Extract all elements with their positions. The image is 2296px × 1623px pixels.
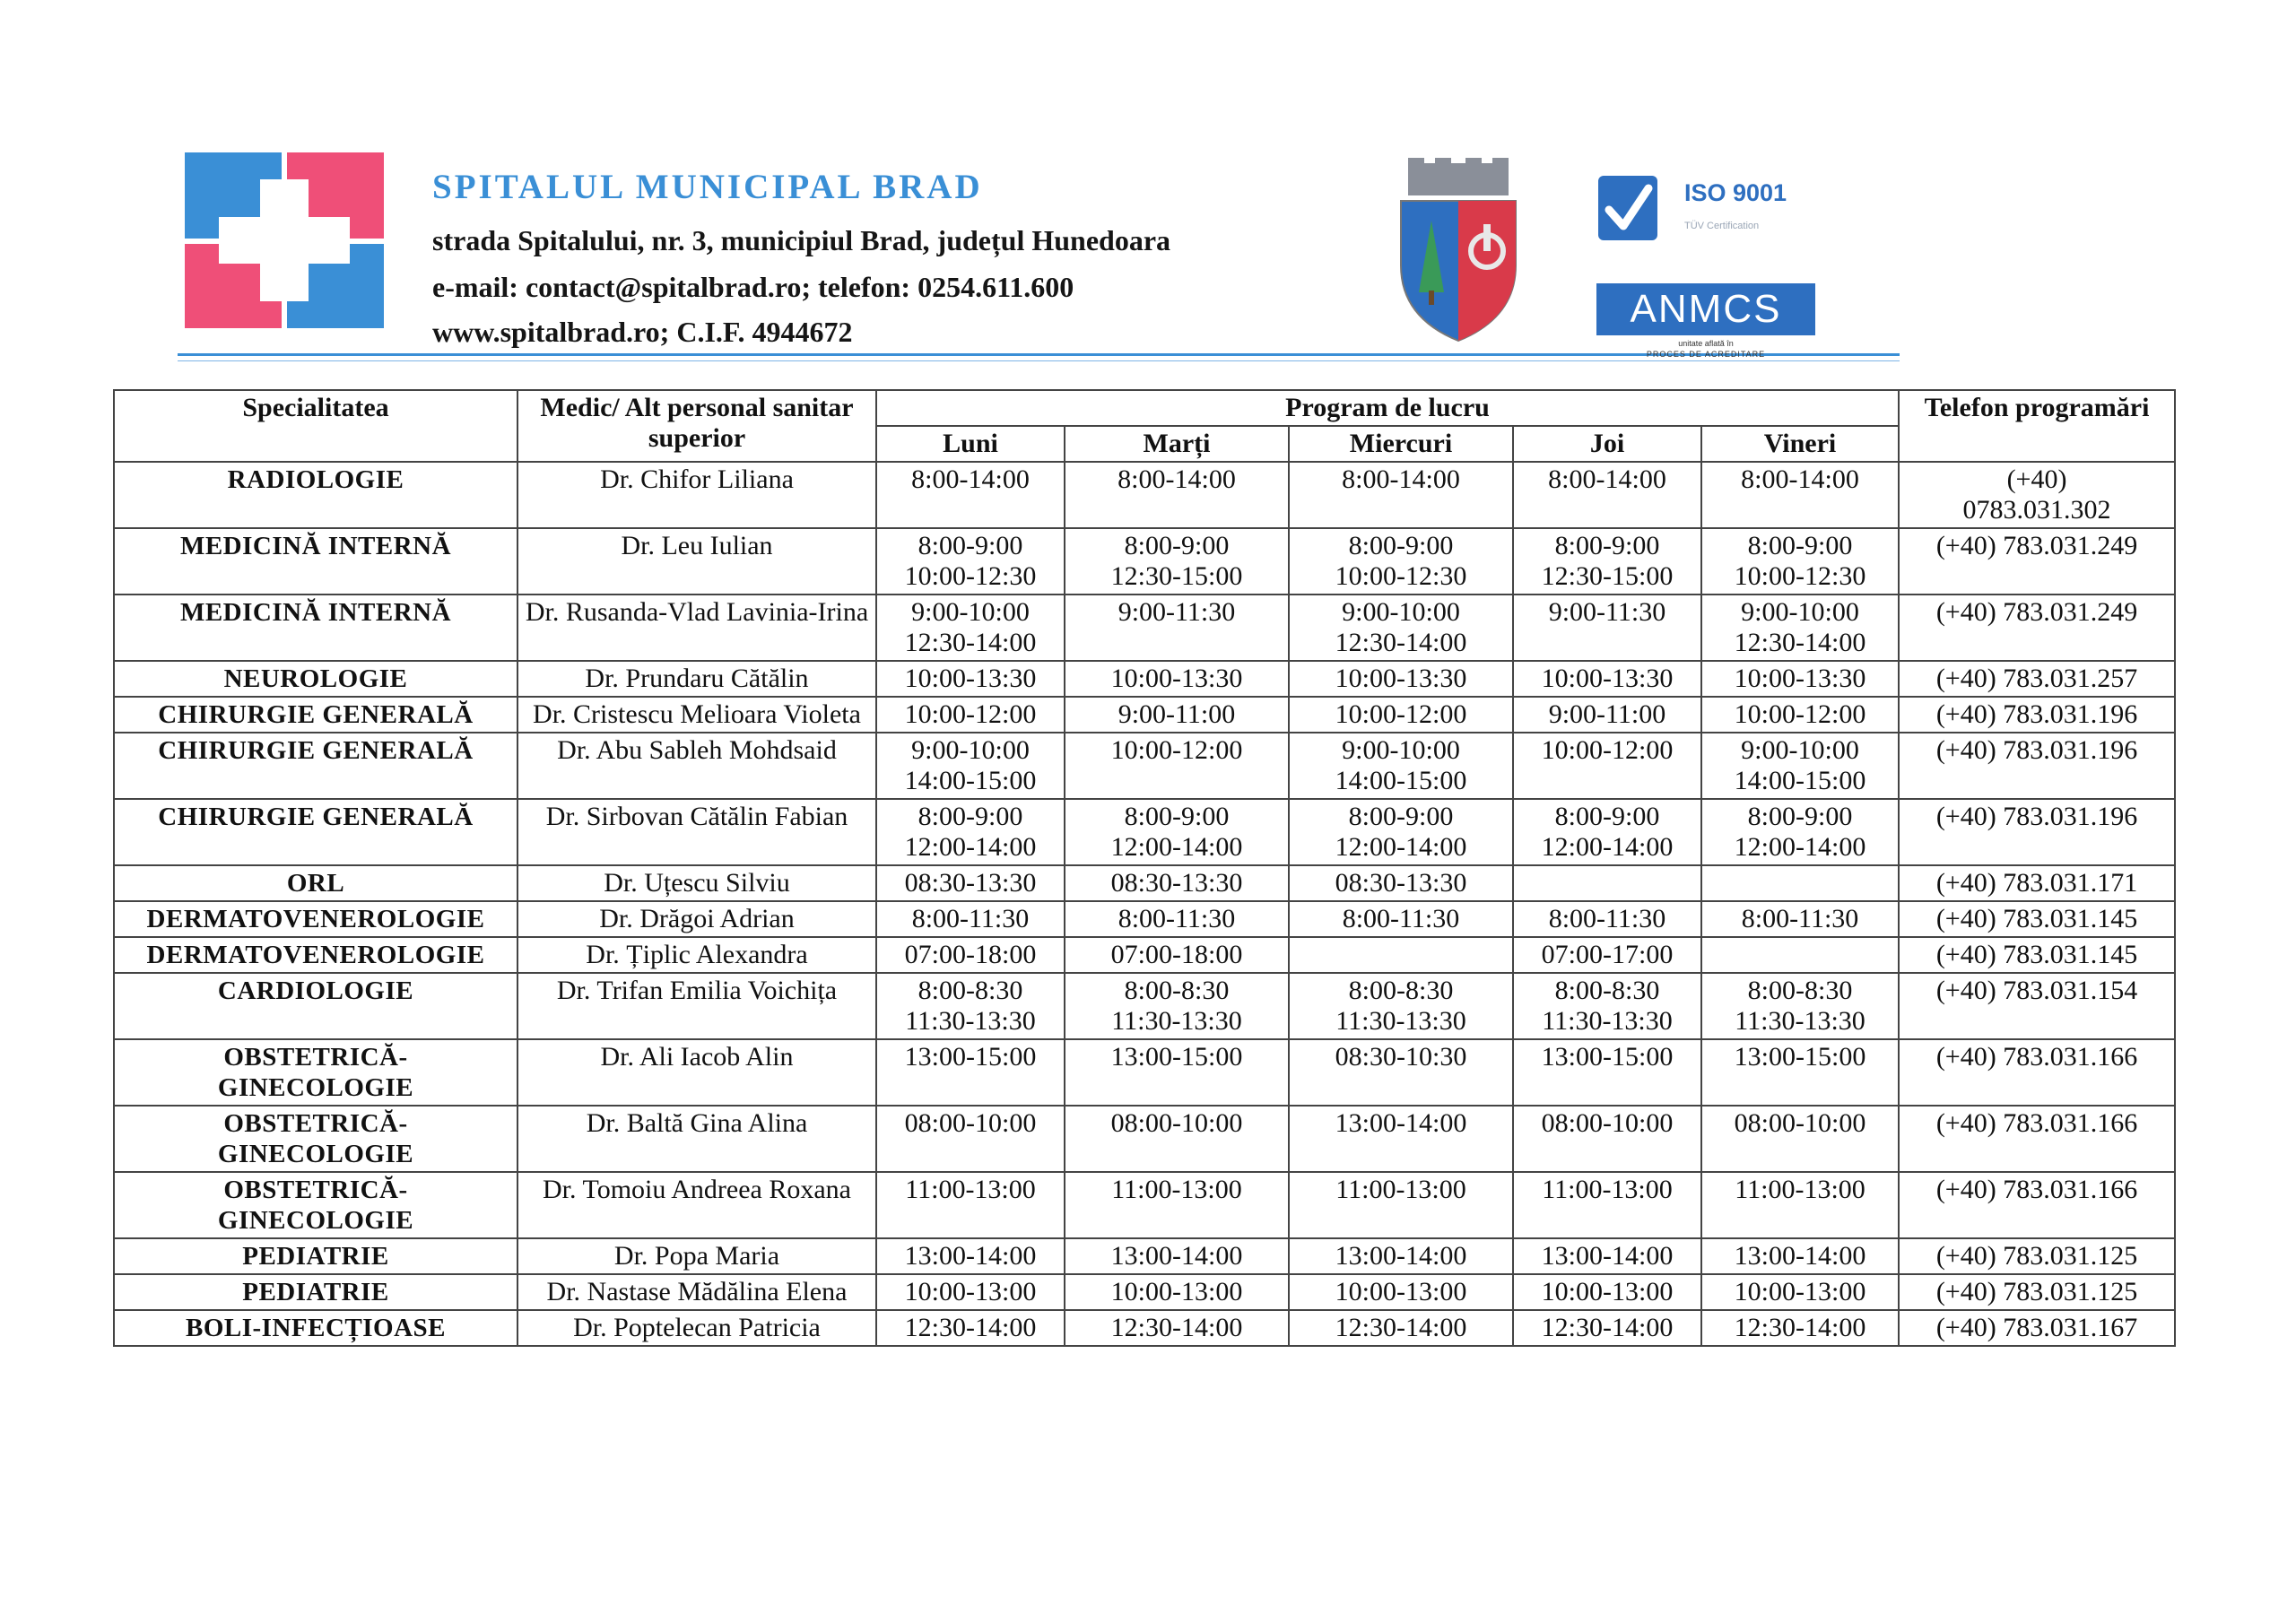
table-row (114, 595, 2175, 661)
cell-phone: (+40) 783.031.145 (1899, 901, 2175, 937)
cell-medic: Dr. Trifan Emilia Voichița (517, 973, 876, 1039)
table-row (114, 1238, 2175, 1274)
cell-medic: Dr. Tomoiu Andreea Roxana (517, 1172, 876, 1238)
cell-phone: (+40) 783.031.196 (1899, 799, 2175, 865)
cell-medic: Dr. Leu Iulian (517, 528, 876, 595)
cell-vineri: 8:00-9:00 10:00-12:30 (1701, 528, 1899, 595)
cell-marti: 11:00-13:00 (1065, 1172, 1289, 1238)
table-row (114, 1274, 2175, 1310)
header-divider-thin (178, 360, 1900, 361)
cell-marti: 8:00-8:30 11:30-13:30 (1065, 973, 1289, 1039)
table-row (114, 937, 2175, 973)
cell-miercuri: 9:00-10:00 12:30-14:00 (1289, 595, 1513, 661)
cell-vineri: 8:00-11:30 (1701, 901, 1899, 937)
cell-joi: 12:30-14:00 (1513, 1310, 1701, 1346)
cell-vineri: 08:00-10:00 (1701, 1106, 1899, 1172)
cell-phone: (+40) 783.031.166 (1899, 1172, 2175, 1238)
cell-medic: Dr. Cristescu Melioara Violeta (517, 697, 876, 733)
cell-marti: 10:00-13:30 (1065, 661, 1289, 697)
cell-joi (1513, 865, 1701, 901)
cell-marti: 9:00-11:00 (1065, 697, 1289, 733)
cell-miercuri: 10:00-13:00 (1289, 1274, 1513, 1310)
cell-luni: 8:00-9:00 12:00-14:00 (876, 799, 1065, 865)
cell-specialty: RADIOLOGIE (114, 462, 517, 528)
cell-specialty: DERMATOVENEROLOGIE (114, 937, 517, 973)
table-row (114, 1172, 2175, 1238)
cell-phone: (+40) 783.031.249 (1899, 528, 2175, 595)
iso-checkmark-icon (1598, 176, 1657, 240)
cell-marti: 13:00-14:00 (1065, 1238, 1289, 1274)
cell-luni: 9:00-10:00 14:00-15:00 (876, 733, 1065, 799)
cell-joi: 9:00-11:00 (1513, 697, 1701, 733)
table-row (114, 462, 2175, 528)
iso-label: ISO 9001 (1684, 179, 1787, 206)
cell-vineri: 10:00-13:00 (1701, 1274, 1899, 1310)
table-row (114, 697, 2175, 733)
cell-marti: 08:30-13:30 (1065, 865, 1289, 901)
cell-joi: 10:00-12:00 (1513, 733, 1701, 799)
cell-marti: 8:00-9:00 12:00-14:00 (1065, 799, 1289, 865)
cell-miercuri: 9:00-10:00 14:00-15:00 (1289, 733, 1513, 799)
cell-marti: 8:00-9:00 12:30-15:00 (1065, 528, 1289, 595)
cell-luni: 8:00-14:00 (876, 462, 1065, 528)
cell-marti: 9:00-11:30 (1065, 595, 1289, 661)
cell-medic: Dr. Abu Sableh Mohdsaid (517, 733, 876, 799)
hospital-name: SPITALUL MUNICIPAL BRAD (432, 168, 983, 206)
cell-specialty: MEDICINĂ INTERNĂ (114, 595, 517, 661)
header-program: Program de lucru (876, 390, 1899, 426)
iso-sublabel: TÜV Certification (1684, 221, 1760, 231)
cell-miercuri: 12:30-14:00 (1289, 1310, 1513, 1346)
cell-vineri: 9:00-10:00 14:00-15:00 (1701, 733, 1899, 799)
cell-luni: 8:00-9:00 10:00-12:30 (876, 528, 1065, 595)
cell-marti: 13:00-15:00 (1065, 1039, 1289, 1106)
cell-phone: (+40) 783.031.249 (1899, 595, 2175, 661)
table-row (114, 799, 2175, 865)
schedule-body (114, 462, 2175, 1346)
cell-marti: 8:00-14:00 (1065, 462, 1289, 528)
cell-joi: 8:00-9:00 12:30-15:00 (1513, 528, 1701, 595)
table-row (114, 901, 2175, 937)
cell-marti: 07:00-18:00 (1065, 937, 1289, 973)
cell-joi: 08:00-10:00 (1513, 1106, 1701, 1172)
cell-specialty: DERMATOVENEROLOGIE (114, 901, 517, 937)
cell-medic: Dr. Sirbovan Cătălin Fabian (517, 799, 876, 865)
header-day-miercuri: Miercuri (1289, 426, 1513, 462)
cell-miercuri: 13:00-14:00 (1289, 1238, 1513, 1274)
cell-vineri: 13:00-15:00 (1701, 1039, 1899, 1106)
cell-phone: (+40) 783.031.154 (1899, 973, 2175, 1039)
cell-specialty: CARDIOLOGIE (114, 973, 517, 1039)
cell-vineri: 10:00-12:00 (1701, 697, 1899, 733)
cell-vineri: 9:00-10:00 12:30-14:00 (1701, 595, 1899, 661)
cell-miercuri: 8:00-14:00 (1289, 462, 1513, 528)
schedule-table (113, 389, 2176, 1347)
cell-luni: 07:00-18:00 (876, 937, 1065, 973)
cell-joi: 07:00-17:00 (1513, 937, 1701, 973)
cell-medic: Dr. Baltă Gina Alina (517, 1106, 876, 1172)
cell-specialty: ORL (114, 865, 517, 901)
hospital-address: strada Spitalului, nr. 3, municipiul Brad, județul Hunedoara (432, 224, 1171, 256)
cell-joi: 8:00-11:30 (1513, 901, 1701, 937)
cell-medic: Dr. Ali Iacob Alin (517, 1039, 876, 1106)
cell-medic: Dr. Popa Maria (517, 1238, 876, 1274)
cell-joi: 9:00-11:30 (1513, 595, 1701, 661)
cell-specialty: CHIRURGIE GENERALĂ (114, 733, 517, 799)
cell-specialty: OBSTETRICĂ- GINECOLOGIE (114, 1172, 517, 1238)
cell-specialty: OBSTETRICĂ- GINECOLOGIE (114, 1106, 517, 1172)
header-specialty: Specialitatea (114, 390, 517, 462)
table-row (114, 1310, 2175, 1346)
header-phone: Telefon programări (1899, 390, 2175, 462)
cell-miercuri: 11:00-13:00 (1289, 1172, 1513, 1238)
cell-phone: (+40) 783.031.145 (1899, 937, 2175, 973)
cell-miercuri: 8:00-8:30 11:30-13:30 (1289, 973, 1513, 1039)
cell-luni: 13:00-14:00 (876, 1238, 1065, 1274)
anmcs-sublabel-2: PROCES DE ACREDITARE (1646, 350, 1766, 359)
cell-vineri: 12:30-14:00 (1701, 1310, 1899, 1346)
cell-phone: (+40) 783.031.167 (1899, 1310, 2175, 1346)
cell-phone: (+40) 783.031.196 (1899, 697, 2175, 733)
cell-specialty: CHIRURGIE GENERALĂ (114, 697, 517, 733)
cell-phone: (+40) 783.031.166 (1899, 1039, 2175, 1106)
cell-medic: Dr. Țiplic Alexandra (517, 937, 876, 973)
cell-phone: (+40) 783.031.125 (1899, 1274, 2175, 1310)
cell-miercuri: 8:00-11:30 (1289, 901, 1513, 937)
cell-miercuri: 10:00-13:30 (1289, 661, 1513, 697)
anmcs-badge: ANMCS (1596, 283, 1815, 335)
cell-luni: 11:00-13:00 (876, 1172, 1065, 1238)
cell-vineri: 8:00-8:30 11:30-13:30 (1701, 973, 1899, 1039)
cell-luni: 10:00-12:00 (876, 697, 1065, 733)
cell-specialty: NEUROLOGIE (114, 661, 517, 697)
header-day-joi: Joi (1513, 426, 1701, 462)
cell-miercuri: 08:30-10:30 (1289, 1039, 1513, 1106)
cell-medic: Dr. Uțescu Silviu (517, 865, 876, 901)
cell-marti: 8:00-11:30 (1065, 901, 1289, 937)
cell-specialty: PEDIATRIE (114, 1274, 517, 1310)
cell-medic: Dr. Nastase Mădălina Elena (517, 1274, 876, 1310)
table-row (114, 865, 2175, 901)
cell-phone: (+40) 783.031.125 (1899, 1238, 2175, 1274)
cell-miercuri (1289, 937, 1513, 973)
cell-vineri: 8:00-9:00 12:00-14:00 (1701, 799, 1899, 865)
cell-luni: 12:30-14:00 (876, 1310, 1065, 1346)
cell-vineri: 8:00-14:00 (1701, 462, 1899, 528)
cell-miercuri: 8:00-9:00 10:00-12:30 (1289, 528, 1513, 595)
cell-luni: 9:00-10:00 12:30-14:00 (876, 595, 1065, 661)
table-row (114, 661, 2175, 697)
cell-phone: (+40) 783.031.166 (1899, 1106, 2175, 1172)
cell-marti: 08:00-10:00 (1065, 1106, 1289, 1172)
cell-phone: (+40) 783.031.257 (1899, 661, 2175, 697)
header-day-marti: Marți (1065, 426, 1289, 462)
header-day-luni: Luni (876, 426, 1065, 462)
table-row (114, 733, 2175, 799)
cell-marti: 10:00-12:00 (1065, 733, 1289, 799)
table-row (114, 1039, 2175, 1106)
cell-joi: 10:00-13:00 (1513, 1274, 1701, 1310)
cell-vineri: 11:00-13:00 (1701, 1172, 1899, 1238)
table-row (114, 528, 2175, 595)
cell-joi: 8:00-8:30 11:30-13:30 (1513, 973, 1701, 1039)
cell-medic: Dr. Drăgoi Adrian (517, 901, 876, 937)
cell-miercuri: 8:00-9:00 12:00-14:00 (1289, 799, 1513, 865)
cell-specialty: PEDIATRIE (114, 1238, 517, 1274)
cell-joi: 10:00-13:30 (1513, 661, 1701, 697)
cell-luni: 08:30-13:30 (876, 865, 1065, 901)
hospital-contact: e-mail: contact@spitalbrad.ro; telefon: 0254.611.600 (432, 271, 1074, 303)
cell-medic: Dr. Poptelecan Patricia (517, 1310, 876, 1346)
cell-luni: 10:00-13:30 (876, 661, 1065, 697)
cell-luni: 13:00-15:00 (876, 1039, 1065, 1106)
cell-miercuri: 10:00-12:00 (1289, 697, 1513, 733)
table-row (114, 973, 2175, 1039)
header-day-vineri: Vineri (1701, 426, 1899, 462)
anmcs-sublabel-1: unitate aflată în (1678, 339, 1734, 348)
cell-medic: Dr. Chifor Liliana (517, 462, 876, 528)
cell-luni: 10:00-13:00 (876, 1274, 1065, 1310)
cell-vineri: 13:00-14:00 (1701, 1238, 1899, 1274)
cell-miercuri: 08:30-13:30 (1289, 865, 1513, 901)
cell-luni: 8:00-11:30 (876, 901, 1065, 937)
cell-joi: 8:00-9:00 12:00-14:00 (1513, 799, 1701, 865)
cell-vineri (1701, 937, 1899, 973)
cell-specialty: CHIRURGIE GENERALĂ (114, 799, 517, 865)
cell-specialty: BOLI-INFECȚIOASE (114, 1310, 517, 1346)
cell-specialty: OBSTETRICĂ- GINECOLOGIE (114, 1039, 517, 1106)
cell-joi: 11:00-13:00 (1513, 1172, 1701, 1238)
hospital-cross-logo (185, 152, 384, 328)
cell-marti: 12:30-14:00 (1065, 1310, 1289, 1346)
cell-joi: 13:00-15:00 (1513, 1039, 1701, 1106)
cell-joi: 8:00-14:00 (1513, 462, 1701, 528)
cell-joi: 13:00-14:00 (1513, 1238, 1701, 1274)
cell-luni: 08:00-10:00 (876, 1106, 1065, 1172)
cell-miercuri: 13:00-14:00 (1289, 1106, 1513, 1172)
table-row (114, 1106, 2175, 1172)
cell-medic: Dr. Prundaru Cătălin (517, 661, 876, 697)
cell-luni: 8:00-8:30 11:30-13:30 (876, 973, 1065, 1039)
city-crest-icon (1396, 158, 1521, 343)
cell-phone: (+40) 0783.031.302 (1899, 462, 2175, 528)
cell-phone: (+40) 783.031.171 (1899, 865, 2175, 901)
cell-phone: (+40) 783.031.196 (1899, 733, 2175, 799)
cell-vineri (1701, 865, 1899, 901)
cell-specialty: MEDICINĂ INTERNĂ (114, 528, 517, 595)
cell-marti: 10:00-13:00 (1065, 1274, 1289, 1310)
cell-medic: Dr. Rusanda-Vlad Lavinia-Irina (517, 595, 876, 661)
hospital-web: www.spitalbrad.ro; C.I.F. 4944672 (432, 316, 853, 348)
cell-vineri: 10:00-13:30 (1701, 661, 1899, 697)
header-medic: Medic/ Alt personal sanitar superior (517, 390, 876, 462)
